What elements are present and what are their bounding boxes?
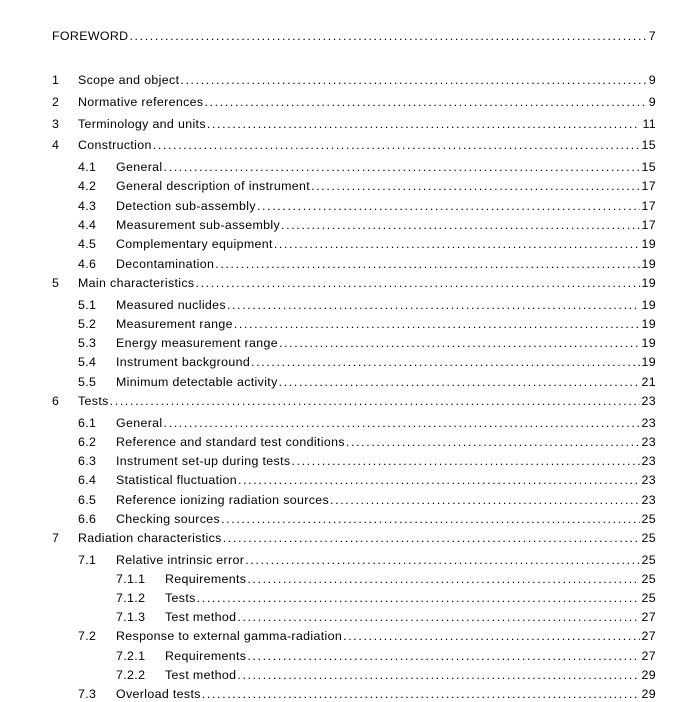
toc-entry-number: 6.1 — [78, 416, 97, 430]
toc-entry-page: 27 — [641, 629, 656, 643]
dot-leader — [180, 72, 646, 88]
toc-entry-6-5[interactable] — [0, 492, 656, 508]
toc-entry-number: 7.2.1 — [116, 649, 146, 663]
toc-entry-title: Requirements — [165, 572, 247, 586]
toc-entry-7-1-2[interactable] — [0, 590, 656, 606]
toc-entry-title: Measurement sub-assembly — [116, 218, 281, 232]
toc-entry-title: Relative intrinsic error — [116, 553, 245, 567]
toc-entry-title: Energy measurement range — [116, 336, 278, 350]
toc-entry-page: 19 — [641, 355, 656, 369]
toc-entry-page: 23 — [641, 416, 656, 430]
toc-entry-title: Decontamination — [116, 257, 215, 271]
toc-entry-number: 6.6 — [78, 512, 97, 526]
toc-entry-page: 23 — [641, 435, 656, 449]
toc-entry-number: 7.1.3 — [116, 610, 146, 624]
toc-entry-title: FOREWORD — [52, 29, 129, 43]
toc-entry-number: 2 — [52, 95, 60, 109]
toc-entry-5-5[interactable] — [0, 374, 656, 390]
toc-entry-7-1[interactable] — [0, 552, 656, 568]
toc-entry-page: 19 — [641, 317, 656, 331]
toc-entry-number: 7 — [52, 531, 60, 545]
dot-leader — [311, 178, 639, 194]
toc-entry-page: 15 — [641, 138, 656, 152]
toc-entry-page: 15 — [641, 160, 656, 174]
toc-entry-2[interactable] — [0, 94, 656, 110]
toc-entry-page: 27 — [641, 649, 656, 663]
toc-entry-6-1[interactable] — [0, 415, 656, 431]
dot-leader — [291, 453, 639, 469]
dot-leader — [234, 316, 640, 332]
toc-entry-number: 4.4 — [78, 218, 97, 232]
toc-entry-6-4[interactable] — [0, 472, 656, 488]
dot-leader — [281, 217, 639, 233]
toc-entry-page: 11 — [642, 117, 656, 131]
toc-entry-page: 29 — [641, 668, 656, 682]
toc-entry-title: Scope and object — [78, 73, 180, 87]
toc-entry-number: 7.1.2 — [116, 591, 146, 605]
toc-entry-number: 4.6 — [78, 257, 97, 271]
toc-entry-4[interactable] — [0, 137, 656, 153]
dot-leader — [247, 648, 639, 664]
toc-entry-title: Requirements — [165, 649, 247, 663]
toc-entry-4-3[interactable] — [0, 198, 656, 214]
toc-entry-6-3[interactable] — [0, 453, 656, 469]
toc-entry-page: 23 — [641, 454, 656, 468]
toc-entry-page: 19 — [641, 276, 656, 290]
toc-entry-page: 23 — [641, 394, 656, 408]
toc-entry-title: General description of instrument — [116, 179, 311, 193]
dot-leader — [164, 415, 640, 431]
toc-entry-number: 6.3 — [78, 454, 97, 468]
dot-leader — [207, 116, 641, 132]
toc-entry-title: Tests — [165, 591, 196, 605]
dot-leader — [274, 236, 640, 252]
toc-entry-number: 5.4 — [78, 355, 97, 369]
toc-entry-number: 7.3 — [78, 687, 97, 701]
toc-entry-6-2[interactable] — [0, 434, 656, 450]
toc-entry-5-4[interactable] — [0, 354, 656, 370]
dot-leader — [279, 374, 640, 390]
toc-entry-page: 25 — [641, 512, 656, 526]
dot-leader — [215, 256, 639, 272]
toc-entry-page: 19 — [641, 237, 656, 251]
toc-entry-number: 4.3 — [78, 199, 97, 213]
toc-entry-number: 6 — [52, 394, 60, 408]
toc-entry-4-1[interactable] — [0, 159, 656, 175]
toc-entry-number: 5.3 — [78, 336, 97, 350]
toc-entry-4-5[interactable] — [0, 236, 656, 252]
toc-entry-page: 23 — [641, 473, 656, 487]
dot-leader — [164, 159, 640, 175]
dot-leader — [110, 393, 640, 409]
toc-entry-5-2[interactable] — [0, 316, 656, 332]
toc-entry-title: Minimum detectable activity — [116, 375, 278, 389]
dot-leader — [346, 434, 640, 450]
toc-entry-page: 19 — [641, 298, 656, 312]
toc-entry-number: 7.1 — [78, 553, 97, 567]
toc-entry-page: 25 — [641, 591, 656, 605]
dot-leader — [223, 530, 640, 546]
dot-leader — [227, 297, 640, 313]
toc-entry-title: Instrument background — [116, 355, 251, 369]
toc-entry-title: Test method — [165, 668, 237, 682]
toc-entry-title: Radiation characteristics — [78, 531, 222, 545]
toc-entry-page: 17 — [641, 199, 656, 213]
dot-leader — [279, 335, 640, 351]
dot-leader — [197, 590, 640, 606]
toc-entry-number: 4.5 — [78, 237, 97, 251]
toc-entry-number: 5.1 — [78, 298, 97, 312]
toc-entry-title: Terminology and units — [78, 117, 206, 131]
toc-entry-title: Reference ionizing radiation sources — [116, 493, 330, 507]
dot-leader — [251, 354, 639, 370]
toc-entry-title: Reference and standard test conditions — [116, 435, 345, 449]
toc-entry-6-6[interactable] — [0, 511, 656, 527]
toc-entry-number: 4.1 — [78, 160, 97, 174]
toc-entry-3[interactable] — [0, 116, 656, 132]
toc-entry-5-3[interactable] — [0, 335, 656, 351]
toc-entry-title: Construction — [78, 138, 152, 152]
dot-leader — [202, 686, 640, 702]
toc-entry-title: Tests — [78, 394, 109, 408]
toc-entry-title: Test method — [165, 610, 237, 624]
toc-entry-page: 9 — [648, 73, 656, 87]
toc-entry-4-6[interactable] — [0, 256, 656, 272]
dot-leader — [204, 94, 646, 110]
toc-entry-title: Normative references — [78, 95, 204, 109]
toc-entry-title: Detection sub-assembly — [116, 199, 256, 213]
toc-entry-page: 25 — [641, 572, 656, 586]
toc-entry-title: Measured nuclides — [116, 298, 226, 312]
toc-entry-number: 4.2 — [78, 179, 97, 193]
toc-entry-page: 7 — [648, 29, 656, 43]
dot-leader — [257, 198, 640, 214]
toc-entry-page: 17 — [641, 218, 656, 232]
toc-entry-number: 6.2 — [78, 435, 97, 449]
toc-entry-7-1-1[interactable] — [0, 571, 656, 587]
toc-entry-5[interactable] — [0, 275, 656, 291]
toc-entry-7[interactable] — [0, 530, 656, 546]
toc-entry-title: Instrument set-up during tests — [116, 454, 291, 468]
dot-leader — [330, 492, 639, 508]
toc-entry-4-4[interactable] — [0, 217, 656, 233]
dot-leader — [153, 137, 640, 153]
toc-entry-page: 21 — [641, 375, 656, 389]
toc-entry-number: 4 — [52, 138, 60, 152]
toc-entry-number: 5 — [52, 276, 60, 290]
toc-entry-title: Statistical fluctuation — [116, 473, 237, 487]
toc-entry-number: 6.4 — [78, 473, 97, 487]
toc-entry-title: Overload tests — [116, 687, 201, 701]
dot-leader — [221, 511, 639, 527]
toc-entry-number: 6.5 — [78, 493, 97, 507]
toc-entry-7-2-1[interactable] — [0, 648, 656, 664]
toc-entry-title: General — [116, 416, 163, 430]
toc-entry-6[interactable] — [0, 393, 656, 409]
toc-entry-7-1-3[interactable] — [0, 609, 656, 625]
toc-entry-title: Measurement range — [116, 317, 233, 331]
toc-entry-7-2-2[interactable] — [0, 667, 656, 683]
dot-leader — [343, 628, 639, 644]
dot-leader — [237, 609, 639, 625]
toc-entry-title: Response to external gamma-radiation — [116, 629, 343, 643]
toc-entry-7-3[interactable] — [0, 686, 656, 702]
toc-entry-page: 25 — [641, 553, 656, 567]
toc-entry-7-2[interactable] — [0, 628, 656, 644]
toc-entry-4-2[interactable] — [0, 178, 656, 194]
dot-leader — [238, 472, 640, 488]
toc-entry-page: 9 — [648, 95, 656, 109]
toc-entry-page: 17 — [641, 179, 656, 193]
dot-leader — [129, 28, 646, 44]
toc-entry-number: 7.1.1 — [116, 572, 146, 586]
toc-entry-page: 25 — [641, 531, 656, 545]
toc-entry-number: 5.2 — [78, 317, 97, 331]
toc-entry-number: 3 — [52, 117, 60, 131]
toc-entry-number: 7.2.2 — [116, 668, 146, 682]
toc-entry-1[interactable] — [0, 72, 656, 88]
toc-entry-title: Complementary equipment — [116, 237, 273, 251]
dot-leader — [247, 571, 639, 587]
toc-entry-page: 29 — [641, 687, 656, 701]
toc-entry-title: Checking sources — [116, 512, 221, 526]
toc-entry-page: 19 — [641, 257, 656, 271]
toc-entry-number: 1 — [52, 73, 60, 87]
toc-entry-title: General — [116, 160, 163, 174]
toc-entry-5-1[interactable] — [0, 297, 656, 313]
toc-entry-page: 23 — [641, 493, 656, 507]
toc-entry-page: 19 — [641, 336, 656, 350]
toc-entry-page: 27 — [641, 610, 656, 624]
toc-entry-number: 7.2 — [78, 629, 97, 643]
toc-entry-foreword[interactable] — [0, 28, 656, 44]
toc-entry-title: Main characteristics — [78, 276, 195, 290]
dot-leader — [237, 667, 639, 683]
dot-leader — [195, 275, 639, 291]
dot-leader — [245, 552, 639, 568]
toc-entry-number: 5.5 — [78, 375, 97, 389]
